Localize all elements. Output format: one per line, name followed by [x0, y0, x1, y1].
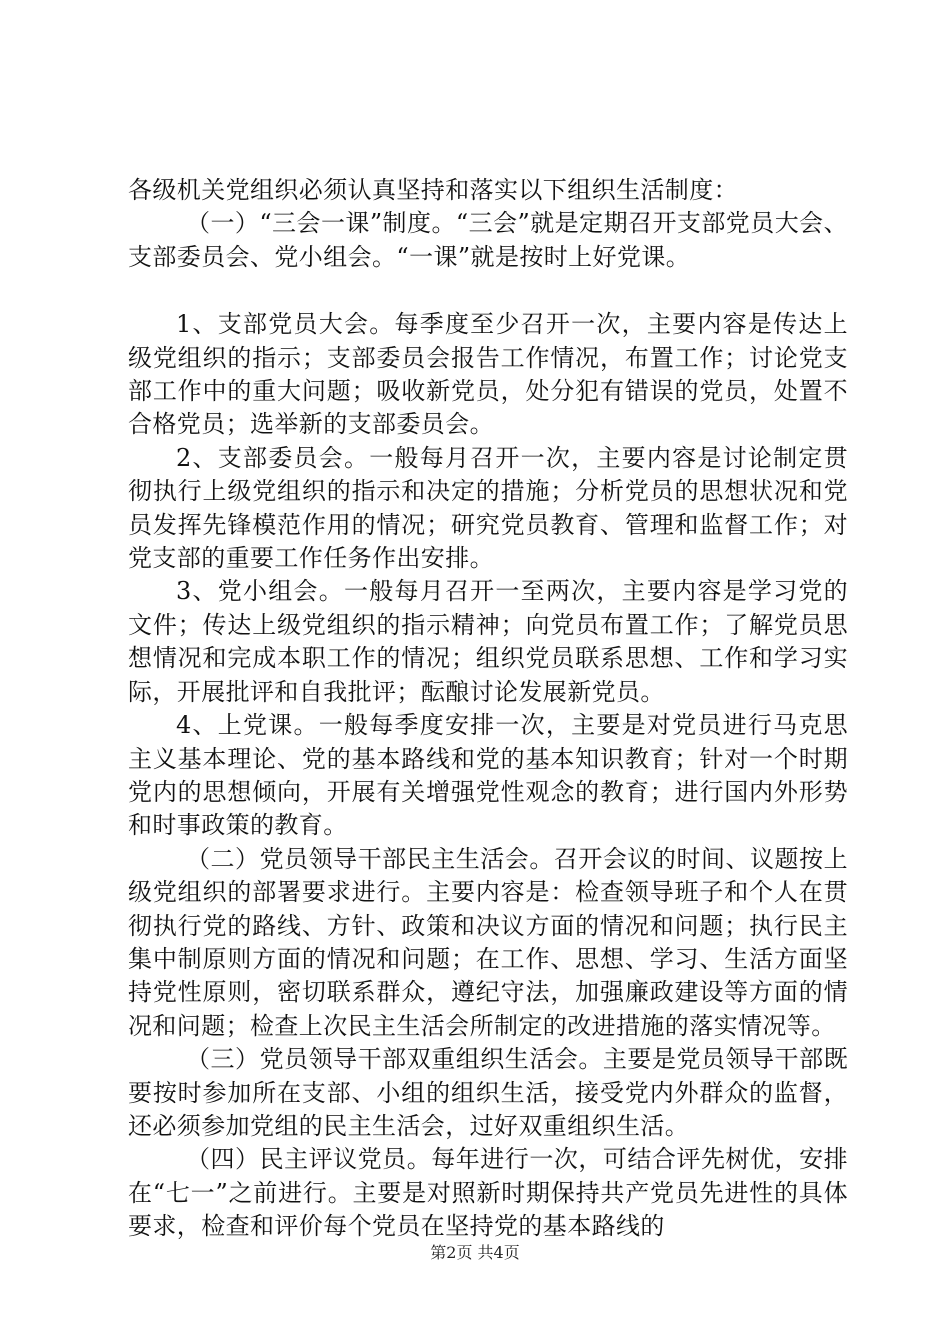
paragraph-item-2: 2、支部委员会。一般每月召开一次，主要内容是讨论制定贯彻执行上级党组织的指示和决定的措施；分析党员的思想状况和党员发挥先锋模范作用的情况；研究党员教育、管理和监督工作；对党支部的重要工作任务作出安排。 [128, 443, 848, 573]
paragraph-section-2: （二）党员领导干部民主生活会。召开会议的时间、议题按上级党组织的部署要求进行。主要内容是：检查领导班子和个人在贯彻执行党的路线、方针、政策和决议方面的情况和问题；执行民主集中制原则方面的情况和问题；在工作、思想、学习、生活方面坚持党性原则，密切联系群众，遵纪守法，加强廉政建设等方面的情况和问题；检查上次民主生活会所制定的改进措施的落实情况等。 [128, 844, 848, 1040]
document-body [128, 174, 848, 1244]
paragraph-item-4: 4、上党课。一般每季度安排一次，主要是对党员进行马克思主义基本理论、党的基本路线和党的基本知识教育；针对一个时期党内的思想倾向，开展有关增强党性观念的教育；进行国内外形势和时事政策的教育。 [128, 711, 848, 840]
paragraph-section-1: （一）“三会一课”制度。“三会”就是定期召开支部党员大会、支部委员会、党小组会。“一课”就是按时上好党课。 [128, 209, 848, 271]
page-number-footer: 第2页 共4页 [430, 1243, 520, 1262]
paragraph-item-1: 1、支部党员大会。每季度至少召开一次，主要内容是传达上级党组织的指示；支部委员会报告工作情况，布置工作；讨论党支部工作中的重大问题；吸收新党员，处分犯有错误的党员，处置不合格党员；选举新的支部委员会。 [128, 310, 848, 439]
paragraph-intro: 各级机关党组织必须认真坚持和落实以下组织生活制度： [128, 176, 738, 204]
paragraph-section-4: （四）民主评议党员。每年进行一次，可结合评先树优，安排在“七一”之前进行。主要是对照新时期保持共产党员先进性的具体要求，检查和评价每个党员在坚持党的基本路线的 [128, 1145, 848, 1241]
paragraph-item-3: 3、党小组会。一般每月召开一至两次，主要内容是学习党的文件；传达上级党组织的指示精神；向党员布置工作；了解党员思想情况和完成本职工作的情况；组织党员联系思想、工作和学习实际，开展批评和自我批评；酝酿讨论发展新党员。 [128, 577, 848, 706]
paragraph-section-3: （三）党员领导干部双重组织生活会。主要是党员领导干部既要按时参加所在支部、小组的组织生活，接受党内外群众的监督，还必须参加党组的民主生活会，过好双重组织生活。 [128, 1045, 848, 1140]
